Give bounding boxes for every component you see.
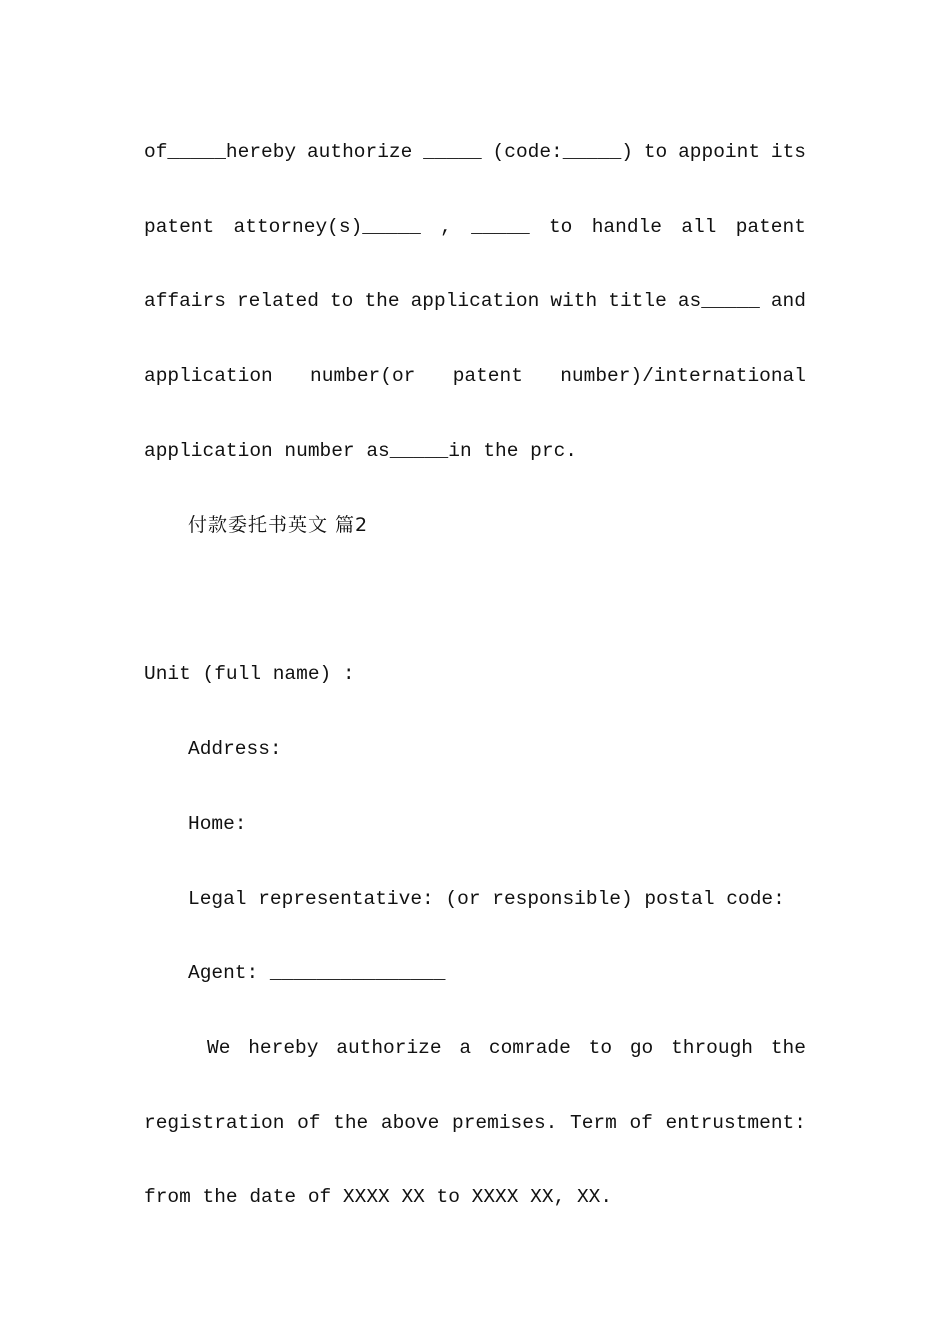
legal-representative-label: Legal representative: (or responsible) postal code: [188,888,785,910]
word: of [297,1112,321,1134]
word: _____ [423,141,482,163]
word: application [410,290,540,312]
word: of_____hereby [144,141,297,163]
word: to [548,216,573,238]
word: the [333,1112,369,1134]
paragraph1-line-1 [144,138,806,166]
paragraph1-line-2 [144,213,806,241]
word: and [770,290,806,312]
word: with [550,290,598,312]
paragraph1-line-4 [144,362,806,390]
word: We [207,1037,231,1059]
word: to [329,290,354,312]
paragraph2-line-3: from the date of XXXX XX to XXXX XX, XX. [144,1186,613,1208]
word: affairs [144,290,226,312]
paragraph1-line-5: application number as_____in the prc. [144,440,577,462]
word: go [629,1037,654,1059]
word: to [588,1037,613,1059]
word: _____ [471,216,530,238]
word: related [236,290,319,312]
section-heading: 付款委托书英文 篇2 [188,514,369,536]
word: number(or [310,365,416,387]
word: the [364,290,400,312]
unit-label: Unit (full name) : [144,663,355,685]
address-label: Address: [188,738,282,760]
word: as_____ [677,290,760,312]
word: title [608,290,667,312]
word: above [380,1112,440,1134]
word: entrustment: [665,1112,806,1134]
word: through [671,1037,753,1059]
paragraph1-line-3 [144,287,806,315]
agent-label: Agent: _______________ [188,962,446,984]
word: comrade [488,1037,571,1059]
word: attorney(s)_____ [233,216,421,238]
word: patent [735,216,806,238]
word: a [459,1037,472,1059]
word: patent [144,216,215,238]
word: registration [144,1112,285,1134]
word: appoint [678,141,761,163]
paragraph2-line-1 [207,1034,806,1062]
word: the [770,1037,806,1059]
word: authorize [306,141,413,163]
paragraph2-line-2 [144,1109,806,1137]
word: all [681,216,717,238]
home-label: Home: [188,813,247,835]
word: hereby [248,1037,319,1059]
word: , [440,216,452,238]
word: its [770,141,806,163]
word: (code:_____) [492,141,633,163]
word: handle [591,216,662,238]
word: patent [452,365,523,387]
word: number)/international [560,365,806,387]
word: to [643,141,668,163]
word: premises. [452,1112,558,1134]
word: authorize [336,1037,442,1059]
word: of [629,1112,653,1134]
word: application [144,365,273,387]
word: Term [570,1112,617,1134]
